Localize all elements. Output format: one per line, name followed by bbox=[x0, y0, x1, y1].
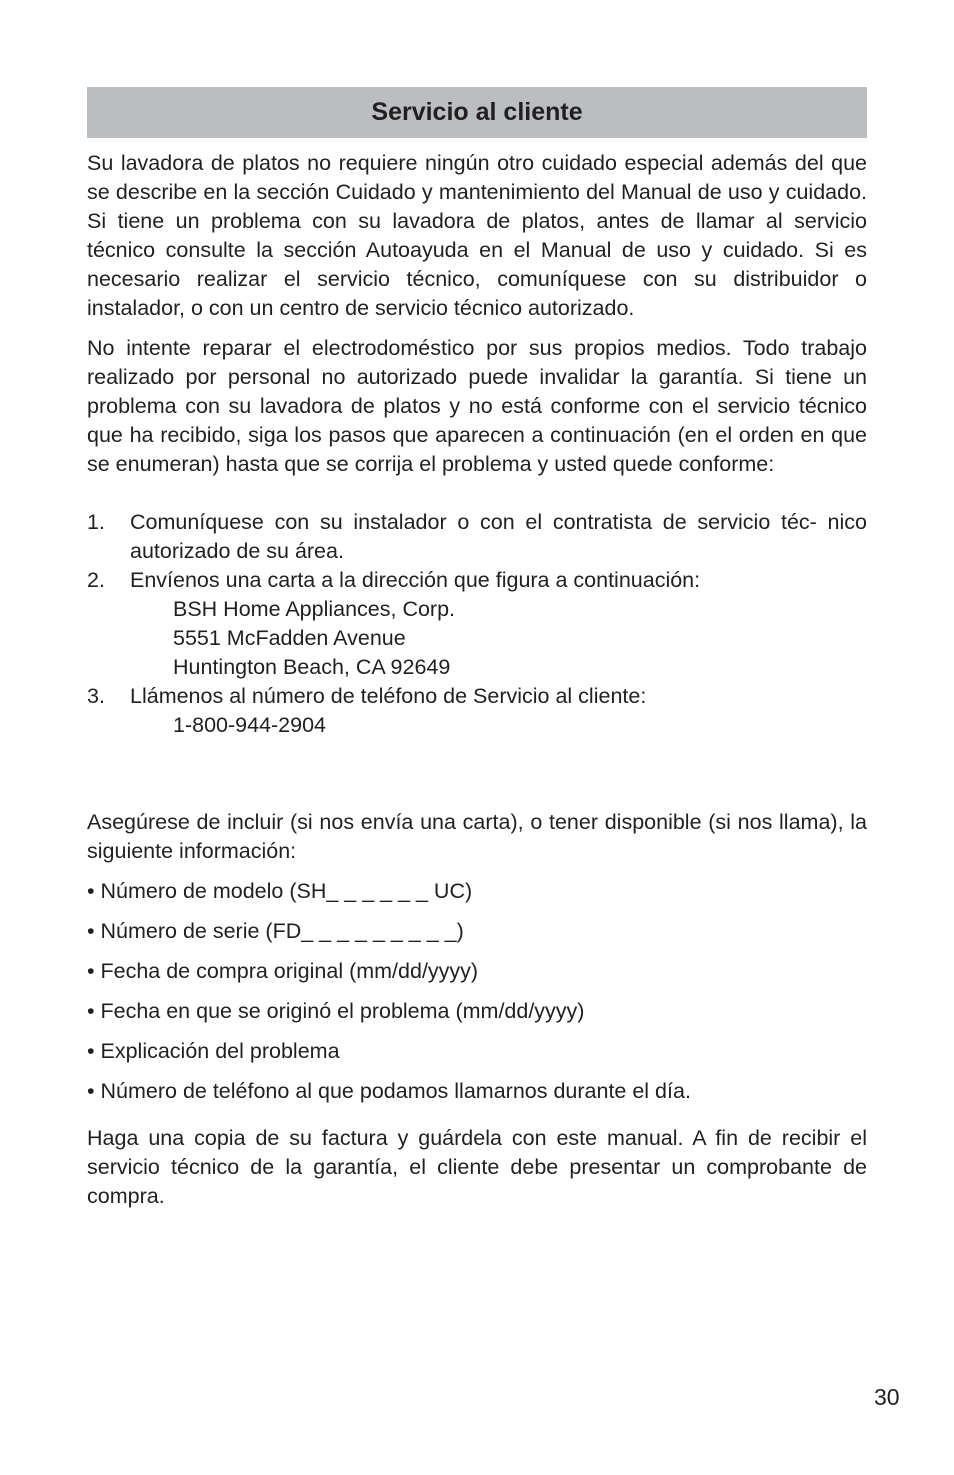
phone-number: 1-800-944-2904 bbox=[173, 713, 327, 737]
step-number: 1. bbox=[87, 510, 105, 534]
step-text: Comuníquese con su instalador o con el contratista de servicio téc- nico autorizado de su área. bbox=[130, 510, 867, 563]
section-header bbox=[87, 87, 867, 138]
warning-paragraph: No intente reparar el electrodoméstico por sus propios medios. Todo trabajo realizado por personal no autorizado puede invalidar la garantía. Si tiene un problema con su lavadora de platos y no está conforme con el servicio técnico que ha recibido, siga los pasos que aparecen a continuación (en el orden en que se enumeran) hasta que se corrija el problema y usted quede conforme: bbox=[87, 336, 867, 476]
step-number: 3. bbox=[87, 684, 105, 708]
page-number: 30 bbox=[874, 1384, 900, 1410]
include-info-paragraph: Asegúrese de incluir (si nos envía una carta), o tener disponible (si nos llama), la siguiente información: bbox=[87, 810, 867, 863]
address-line: 5551 McFadden Avenue bbox=[173, 626, 406, 650]
step-item bbox=[87, 682, 867, 740]
bullet-item: • Fecha de compra original (mm/dd/yyyy) bbox=[87, 959, 479, 983]
step-body bbox=[130, 682, 867, 740]
info-bullet-list bbox=[87, 877, 867, 1106]
step-item bbox=[87, 508, 867, 566]
bullet-item: • Número de teléfono al que podamos llamarnos durante el día. bbox=[87, 1079, 691, 1103]
address-line: Huntington Beach, CA 92649 bbox=[173, 655, 451, 679]
step-body bbox=[130, 566, 867, 682]
closing-paragraph: Haga una copia de su factura y guárdela con este manual. A fin de recibir el servicio técnico de la garantía, el cliente debe presentar un comprobante de compra. bbox=[87, 1126, 867, 1208]
bullet-item: • Número de serie (FD_ _ _ _ _ _ _ _ _) bbox=[87, 919, 464, 943]
step-number: 2. bbox=[87, 568, 105, 592]
step-text: Llámenos al número de teléfono de Servicio al cliente: bbox=[130, 684, 647, 708]
step-item bbox=[87, 566, 867, 682]
bullet-item: • Número de modelo (SH_ _ _ _ _ _ UC) bbox=[87, 879, 473, 903]
intro-paragraph: Su lavadora de platos no requiere ningún otro cuidado especial además del que se describe en la sección Cuidado y mantenimiento del Manual de uso y cuidado. Si tiene un problema con su lavadora de platos, antes de llamar al servicio técnico consulte la sección Autoayuda en el Manual de uso y cuidado. Si es necesario realizar el servicio técnico, comuníquese con su distribuidor o instalador, o con un centro de servicio técnico autorizado. bbox=[87, 151, 867, 320]
section-title: Servicio al cliente bbox=[371, 98, 583, 126]
step-text: Envíenos una carta a la dirección que figura a continuación: bbox=[130, 568, 701, 592]
address-line: BSH Home Appliances, Corp. bbox=[173, 597, 456, 621]
bullet-item: • Fecha en que se originó el problema (mm/dd/yyyy) bbox=[87, 999, 585, 1023]
steps-list bbox=[87, 508, 867, 740]
bullet-item: • Explicación del problema bbox=[87, 1039, 340, 1063]
document-page bbox=[87, 87, 867, 1211]
